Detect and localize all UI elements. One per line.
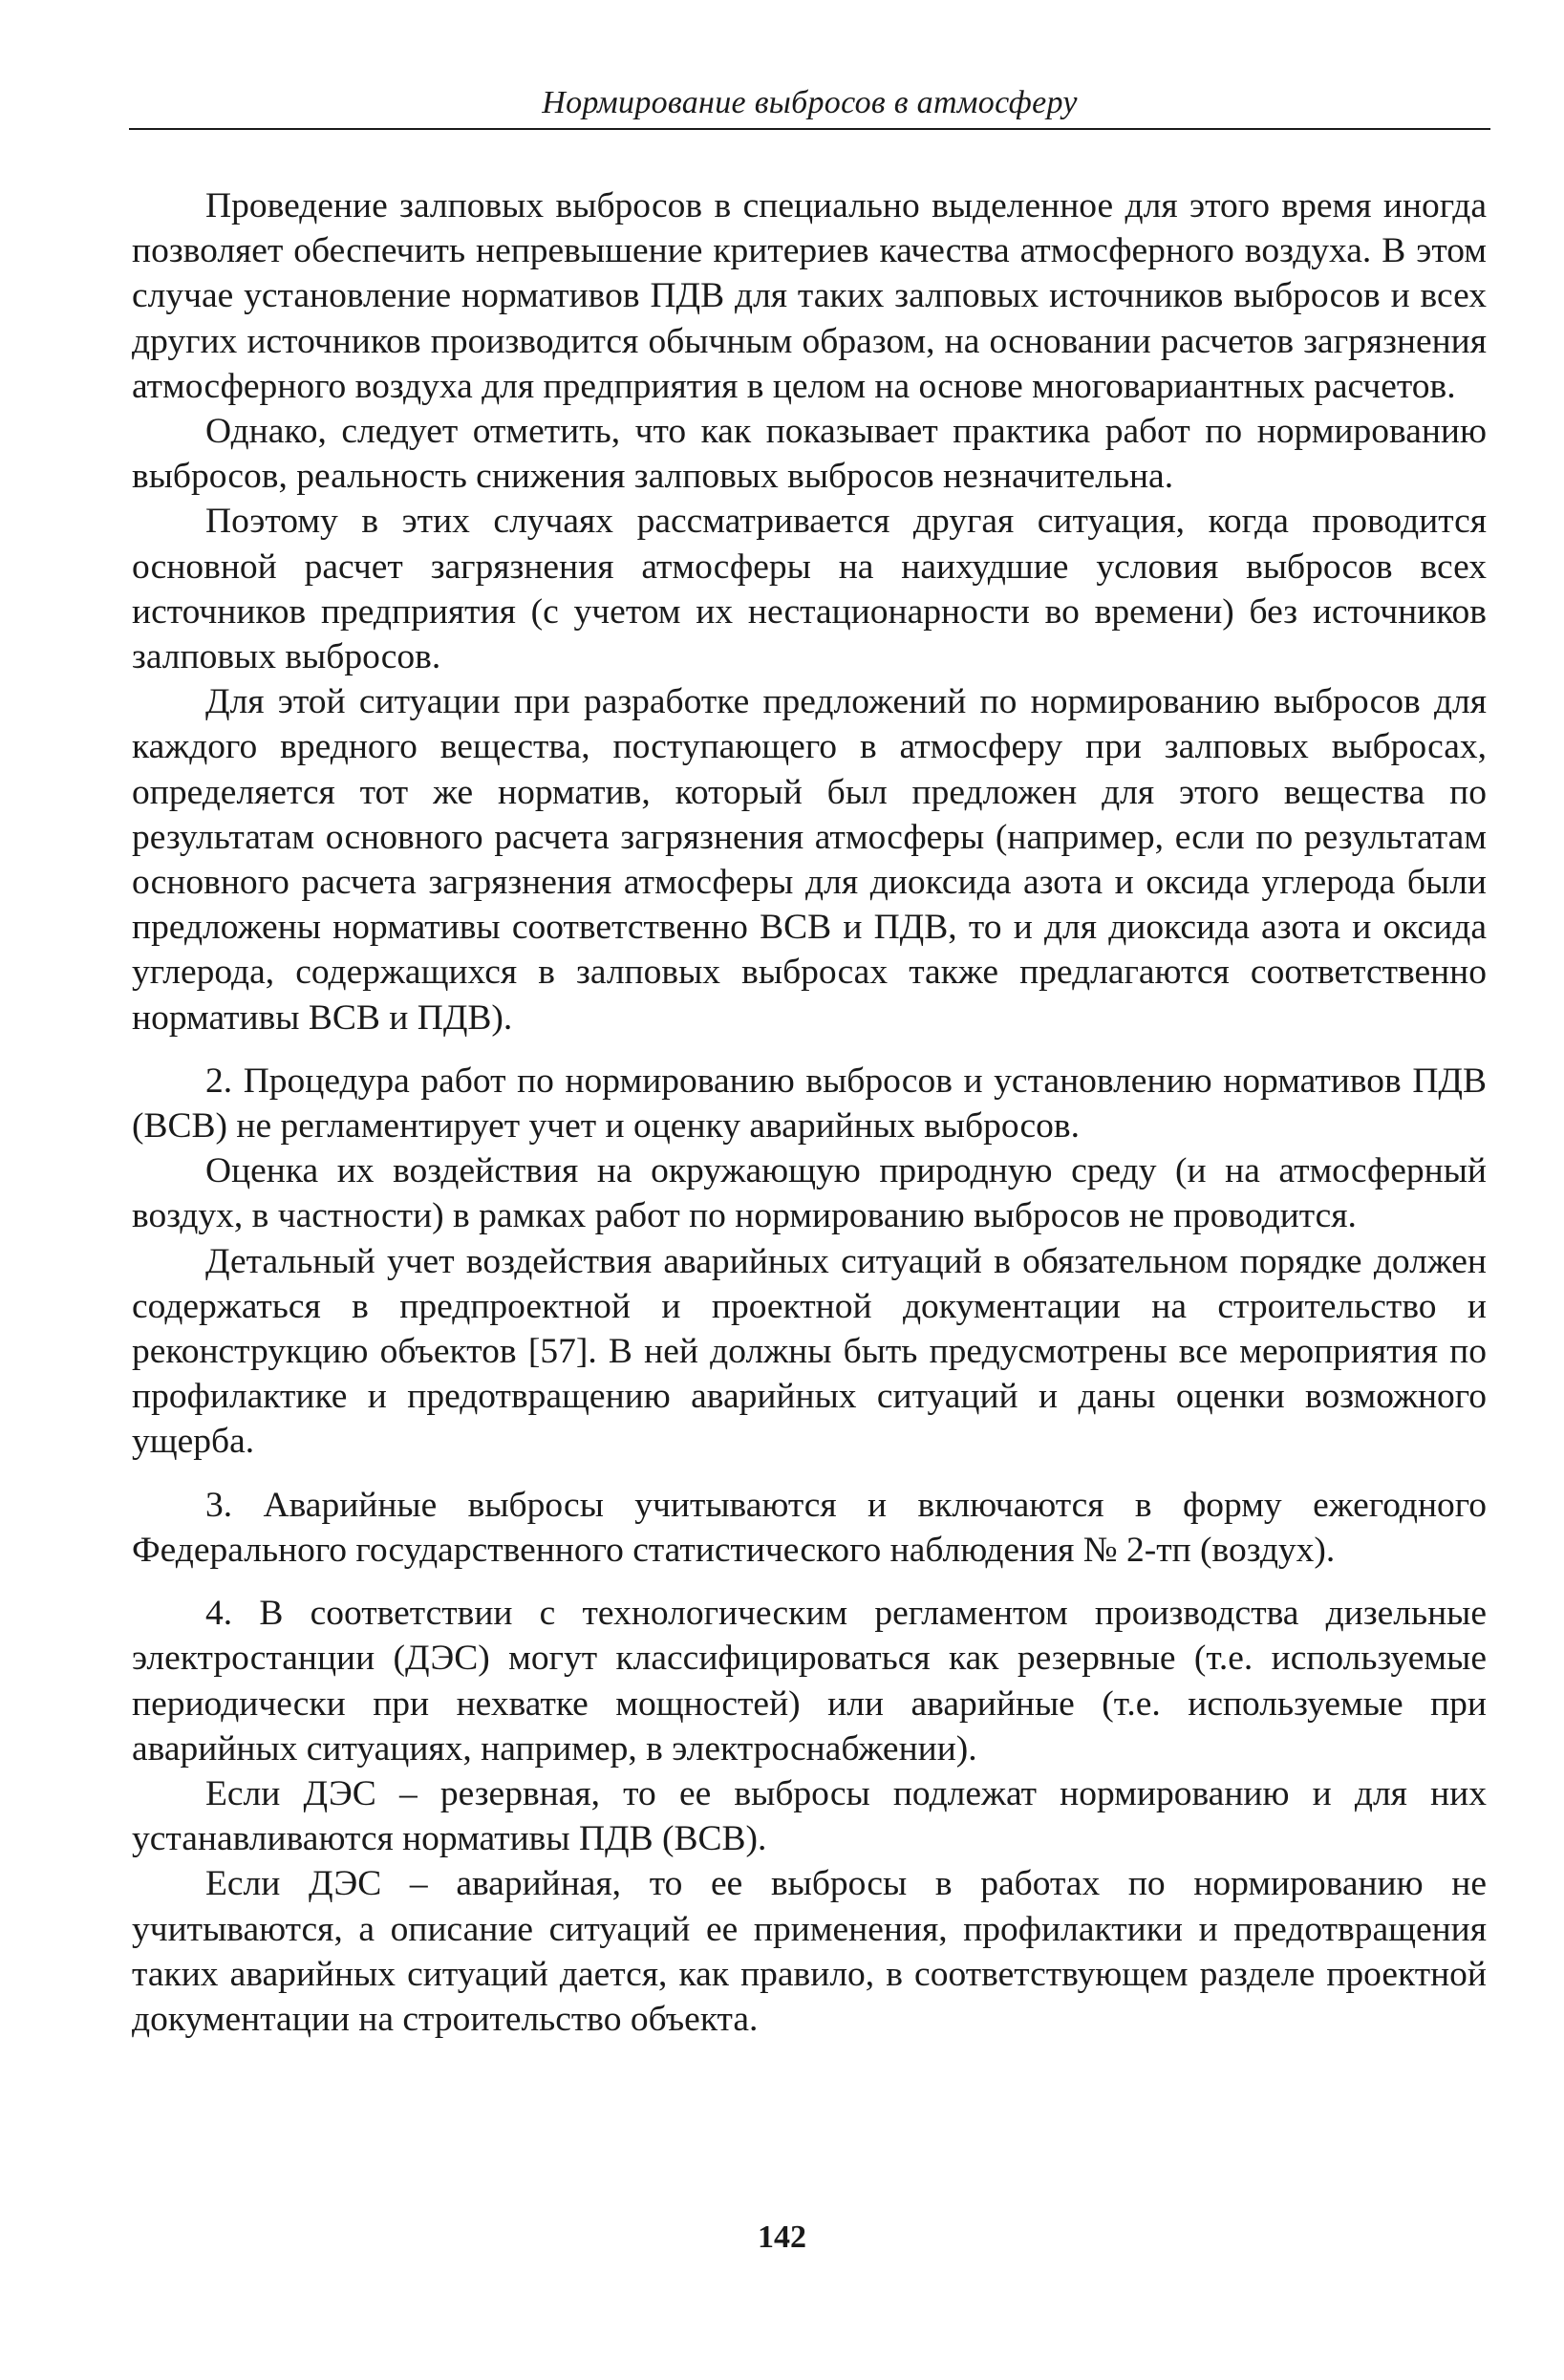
- paragraph: 4. В соответствии с технологическим регламентом производства дизельные электростанции (ДЭС) могут классифицироваться как резервные (т.е. используемые периодически при нехватке мощностей) или аварийные (т.е. используемые при аварийных ситуациях, например, в электроснабжении).: [132, 1594, 1487, 1769]
- running-header: Нормирование выбросов в атмосферу: [542, 85, 1078, 120]
- paragraph: Если ДЭС – резервная, то ее выбросы подлежат нормированию и для них устанавливаются нормативы ПДВ (ВСВ).: [132, 1773, 1487, 1859]
- paragraph: Детальный учет воздействия аварийных ситуаций в обязательном порядке должен содержаться в предпроектной и проектной документации на строительство и реконструкцию объектов [57]. В ней должны быть предусмотрены все мероприятия по профилактике и предотвращению аварийных ситуаций и даны оценки возможного ущерба.: [132, 1241, 1487, 1462]
- paragraph: Однако, следует отметить, что как показывает практика работ по нормированию выбросов, реальность снижения залповых выбросов незначительна.: [132, 412, 1487, 497]
- body-text: [132, 183, 1487, 2042]
- paragraph: 2. Процедура работ по нормированию выбросов и установлению нормативов ПДВ (ВСВ) не регламентирует учет и оценку аварийных выбросов.: [132, 1061, 1487, 1147]
- page-number: 142: [758, 2219, 806, 2255]
- header-rule: [129, 128, 1490, 130]
- paragraph: Проведение залповых выбросов в специально выделенное для этого время иногда позволяет обеспечить непревышение критериев качества атмосферного воздуха. В этом случае установление нормативов ПДВ для таких залповых источников выбросов и всех других источников производится обычным образом, на основании расчетов загрязнения атмосферного воздуха для предприятия в целом на основе многовариантных расчетов.: [132, 186, 1487, 406]
- paragraph: 3. Аварийные выбросы учитываются и включаются в форму ежегодного Федерального государственного статистического наблюдения № 2-тп (воздух).: [132, 1485, 1487, 1570]
- paragraph: Оценка их воздействия на окружающую природную среду (и на атмосферный воздух, в частности) в рамках работ по нормированию выбросов не проводится.: [132, 1151, 1487, 1236]
- paragraph: Если ДЭС – аварийная, то ее выбросы в работах по нормированию не учитываются, а описание ситуаций ее применения, профилактики и предотвращения таких аварийных ситуаций дается, как правило, в соответствующем разделе проектной документации на строительство объекта.: [132, 1864, 1487, 2039]
- paragraph: Для этой ситуации при разработке предложений по нормированию выбросов для каждого вредного вещества, поступающего в атмосферу при залповых выбросах, определяется тот же норматив, который был предложен для этого вещества по результатам основного расчета загрязнения атмосферы (например, если по результатам основного расчета загрязнения атмосферы для диоксида азота и оксида углерода были предложены нормативы соответственно ВСВ и ПДВ, то и для диоксида азота и оксида углерода, содержащихся в залповых выбросах также предлагаются соответственно нормативы ВСВ и ПДВ).: [132, 682, 1487, 1038]
- paragraph: Поэтому в этих случаях рассматривается другая ситуация, когда проводится основной расчет загрязнения атмосферы на наихудшие условия выбросов всех источников предприятия (с учетом их нестационарности во времени) без источников залповых выбросов.: [132, 502, 1487, 677]
